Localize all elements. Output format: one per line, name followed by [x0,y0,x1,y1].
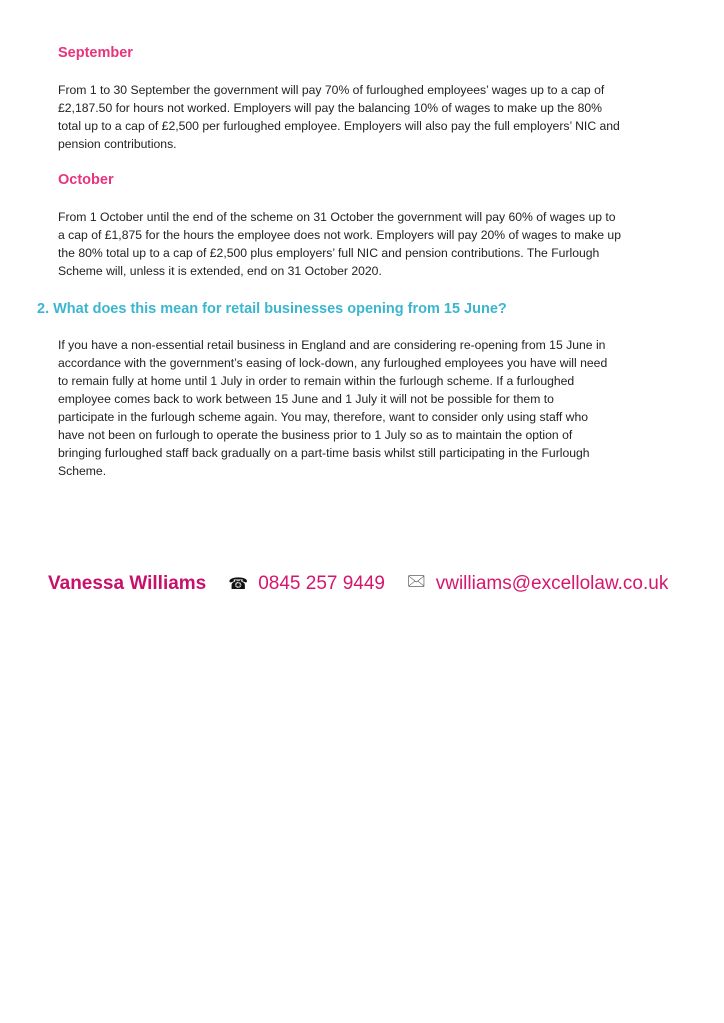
text-line: pension contributions. [58,137,177,151]
contact-footer [48,570,668,597]
contact-email[interactable]: vwilliams@excellolaw.co.uk [435,572,669,594]
heading-question-2: 2. What does this mean for retail businesses opening from 15 June? [37,301,507,317]
text-line: If you have a non-essential retail business in England and are considering re-opening from 15 June in [58,338,606,352]
paragraph-september [58,81,620,153]
text-line: participate in the furlough scheme again. You may, therefore, want to consider only using staff who [58,410,589,424]
text-line: employee comes back to work between 15 June and 1 July it will not be possible for them to [58,392,554,406]
phone-icon: ☎ [228,575,249,593]
heading-october: October [58,172,114,188]
text-line: accordance with the government’s easing of lock-down, any furloughed employees you have will need [58,356,608,370]
paragraph-october [58,208,621,280]
paragraph-retail [58,336,607,480]
heading-september: September [58,45,133,61]
text-line: to remain fully at home until 1 July in order to remain within the furlough scheme. If a furloughed [58,374,575,388]
text-line: the 80% total up to a cap of £2,500 plus employers’ full NIC and pension contributions. The Furlough [58,246,600,260]
contact-phone[interactable]: 0845 257 9449 [258,572,385,594]
text-line: Scheme will, unless it is extended, end on 31 October 2020. [58,264,382,278]
email-icon: 🖂 [407,573,426,590]
text-line: From 1 October until the end of the scheme on 31 October the government will pay 60% of wages up to [58,210,616,224]
text-line: a cap of £1,875 for the hours the employee does not work. Employers will pay 20% of wages to make up [58,228,621,242]
text-line: From 1 to 30 September the government will pay 70% of furloughed employees’ wages up to a cap of [58,83,605,97]
text-line: have not been on furlough to operate the business prior to 1 July so as to maintain the option of [58,428,573,442]
text-line: total up to a cap of £2,500 per furloughed employee. Employers will also pay the full employers’ NIC and [58,119,620,133]
contact-name: Vanessa Williams [48,572,207,594]
text-line: bringing furloughed staff back gradually on a part-time basis whilst still participating in the Furlough [58,446,590,460]
text-line: Scheme. [58,464,107,478]
text-line: £2,187.50 for hours not worked. Employers will pay the balancing 10% of wages to make up the 80% [58,101,603,115]
